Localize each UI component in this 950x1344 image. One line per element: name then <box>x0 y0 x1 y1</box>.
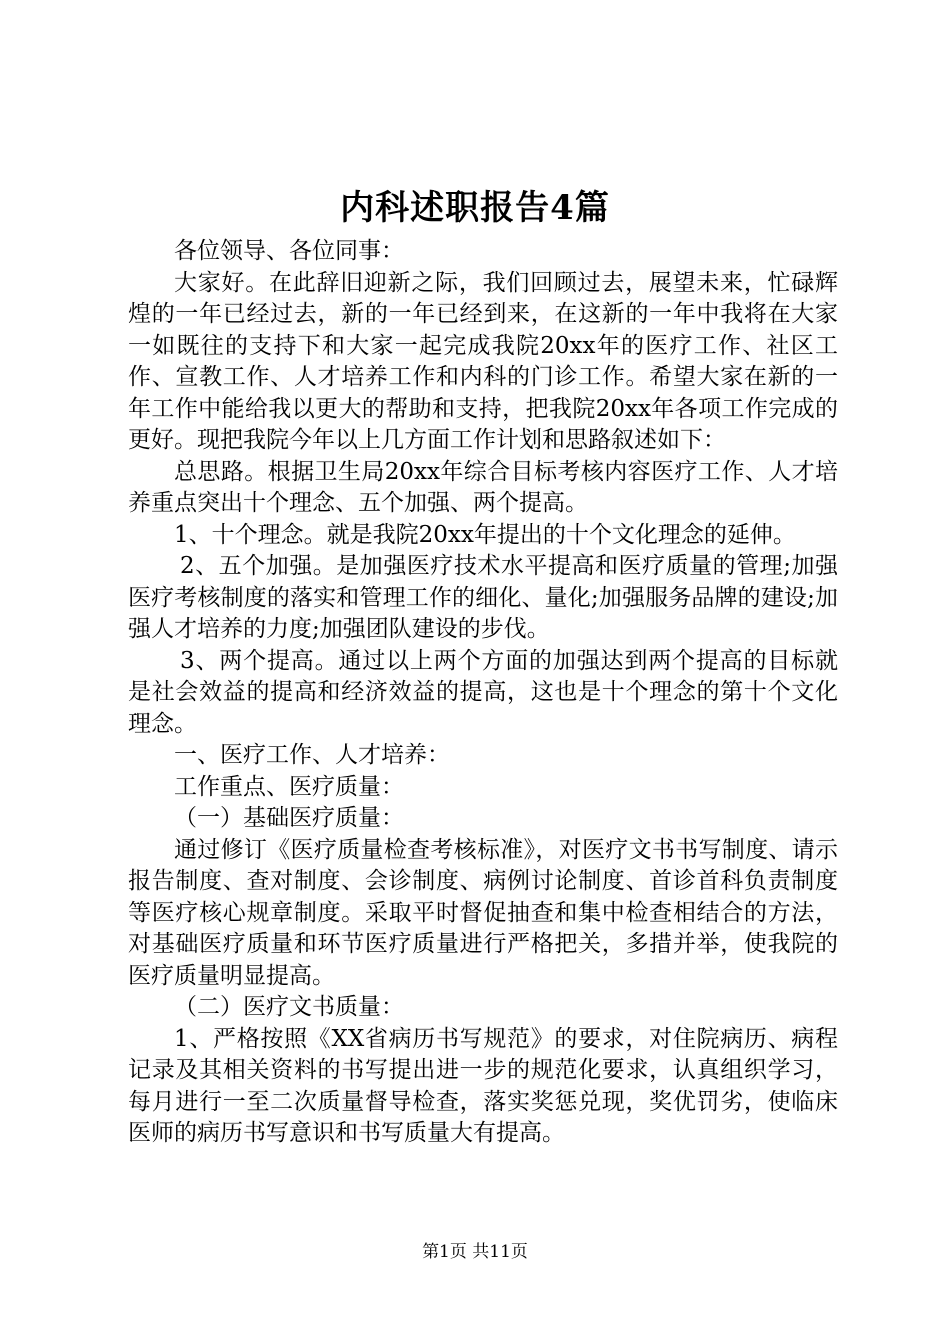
page-number-footer: 第1页 共11页 <box>422 1242 528 1262</box>
paragraph-two-improvements: 3、两个提高。通过以上两个方面的加强达到两个提高的目标就是社会效益的提高和经济效益的提高，这也是十个理念的第十个文化理念。 <box>128 647 838 737</box>
paragraph-intro: 大家好。在此辞旧迎新之际，我们回顾过去，展望未来，忙碌辉煌的一年已经过去，新的一年已经到来，在这新的一年中我将在大家一如既往的支持下和大家一起完成我院20xx年的医疗工作、社区工作、宣教工作、人才培养工作和内科的门诊工作。希望大家在新的一年工作中能给我以更大的帮助和支持，把我院20xx年各项工作完成的更好。现把我院今年以上几方面工作计划和思路叙述如下： <box>128 269 838 453</box>
document-body <box>128 236 838 1150</box>
salutation: 各位领导、各位同事： <box>174 238 404 264</box>
paragraph-ten-concepts: 1、十个理念。就是我院20xx年提出的十个文化理念的延伸。 <box>174 521 796 548</box>
paragraph-five-strengthen: 2、五个加强。是加强医疗技术水平提高和医疗质量的管理;加强医疗考核制度的落实和管理工作的细化、量化;加强服务品牌的建设;加强人才培养的力度;加强团队建设的步伐。 <box>128 553 838 642</box>
paragraph-basic-quality: 通过修订《医疗质量检查考核标准》，对医疗文书书写制度、请示报告制度、查对制度、会诊制度、病例讨论制度、首诊首科负责制度等医疗核心规章制度。采取平时督促抽查和集中检查相结合的方法，对基础医疗质量和环节医疗质量进行严格把关，多措并举，使我院的医疗质量明显提高。 <box>128 836 838 989</box>
subheading-work-focus: 工作重点、医疗质量： <box>174 773 404 800</box>
subheading-document-quality: （二）医疗文书质量： <box>174 994 404 1020</box>
document-title: 内科述职报告4篇 <box>340 188 610 228</box>
subheading-basic-quality: （一）基础医疗质量： <box>174 805 404 831</box>
section-heading-medical-work: 一、医疗工作、人才培养： <box>174 742 450 768</box>
paragraph-overall-idea: 总思路。根据卫生局20xx年综合目标考核内容医疗工作、人才培养重点突出十个理念、五个加强、两个提高。 <box>128 458 838 516</box>
paragraph-medical-records: 1、严格按照《XX省病历书写规范》的要求，对住院病历、病程记录及其相关资料的书写提出进一步的规范化要求，认真组织学习，每月进行一至二次质量督导检查，落实奖惩兑现，奖优罚劣，使临床医师的病历书写意识和书写质量大有提高。 <box>128 1025 838 1146</box>
